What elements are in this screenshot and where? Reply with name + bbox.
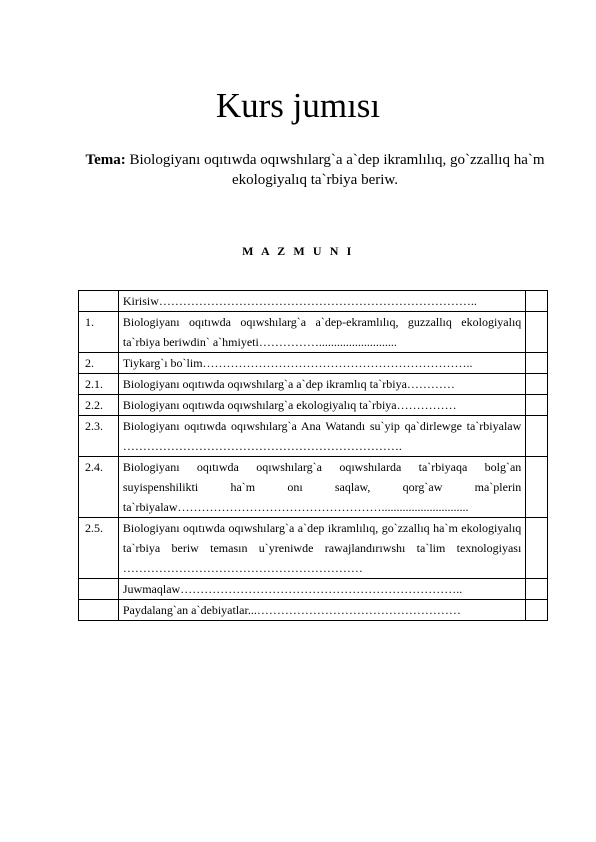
toc-entry-text: Biologiyanı oqıtıwda oqıwshılarg`a ekologiyalıq ta`rbiya…………… — [118, 395, 525, 416]
toc-entry-text: Kirisiw…………………………………………………………………….. — [118, 291, 525, 312]
toc-number — [79, 291, 119, 312]
toc-row — [79, 600, 548, 621]
toc-page-number — [526, 457, 548, 518]
toc-row — [79, 416, 548, 457]
toc-page-number — [526, 353, 548, 374]
toc-entry-text: Paydalang`an a`debiyatlar...…………………………………………… — [118, 600, 525, 621]
toc-entry-text: Tiykarg`ı bo`lim………………………………………………………….. — [118, 353, 525, 374]
toc-number: 2.5. — [79, 518, 119, 579]
toc-row — [79, 353, 548, 374]
toc-row — [79, 312, 548, 353]
toc-number — [79, 600, 119, 621]
toc-row — [79, 395, 548, 416]
contents-table-body — [79, 291, 548, 621]
toc-number: 2.2. — [79, 395, 119, 416]
toc-number: 2. — [79, 353, 119, 374]
toc-page-number — [526, 291, 548, 312]
contents-table — [78, 290, 548, 621]
toc-number: 2.3. — [79, 416, 119, 457]
toc-entry-text: Biologiyanı oqıtıwda oqıwshılarg`a Ana Watandı su`yip qa`dirlewge ta`rbiyalaw ……………………………………………………………. — [118, 416, 525, 457]
toc-number: 2.4. — [79, 457, 119, 518]
toc-page-number — [526, 374, 548, 395]
toc-number: 2.1. — [79, 374, 119, 395]
toc-row — [79, 374, 548, 395]
toc-page-number — [526, 579, 548, 600]
toc-page-number — [526, 416, 548, 457]
toc-number — [79, 579, 119, 600]
toc-entry-text: Juwmaqlaw…………………………………………………………….. — [118, 579, 525, 600]
toc-page-number — [526, 395, 548, 416]
toc-row — [79, 291, 548, 312]
toc-page-number — [526, 600, 548, 621]
document-title: Kurs jumısı — [215, 86, 381, 125]
toc-entry-text: Biologiyanı oqıtıwda oqıwshılarg`a a`dep ikramlılıq, go`zzallıq ha`m ekologiyalıq ta`rbiya beriw temasın u`yreniwde rawajlandırıwshı ta`lim texnologiyası …………………………………………………… — [118, 518, 525, 579]
contents-heading: M A Z M U N I — [242, 244, 354, 258]
toc-entry-text: Biologiyanı oqıtıwda oqıwshılarg`a a`dep ikramlıq ta`rbiya………… — [118, 374, 525, 395]
toc-number: 1. — [79, 312, 119, 353]
toc-entry-text: Biologiyanı oqıtıwda oqıwshılarg`a oqıwshılarda ta`rbiyaqa bolg`an suyispenshilikti ha`m onı saqlaw, qorg`aw ma`plerin ta`rbiyalaw……………………………………………............................. — [118, 457, 525, 518]
toc-entry-text: Biologiyanı oqıtıwda oqıwshılarg`a a`dep-ekramlılıq, guzzallıq ekologiyalıq ta`rbiya beriwdin` a`hmiyeti…………….......................... — [118, 312, 525, 353]
toc-row — [79, 579, 548, 600]
toc-row — [79, 518, 548, 579]
topic-text: Biologiyanı oqıtıwda oqıwshılarg`a a`dep ikramlılıq, go`zzallıq ha`m ekologiyalıq ta`rbiya beriw. — [125, 152, 545, 188]
topic-line — [80, 150, 550, 190]
toc-page-number — [526, 312, 548, 353]
toc-page-number — [526, 518, 548, 579]
toc-row — [79, 457, 548, 518]
topic-label: Tema: — [85, 152, 126, 168]
